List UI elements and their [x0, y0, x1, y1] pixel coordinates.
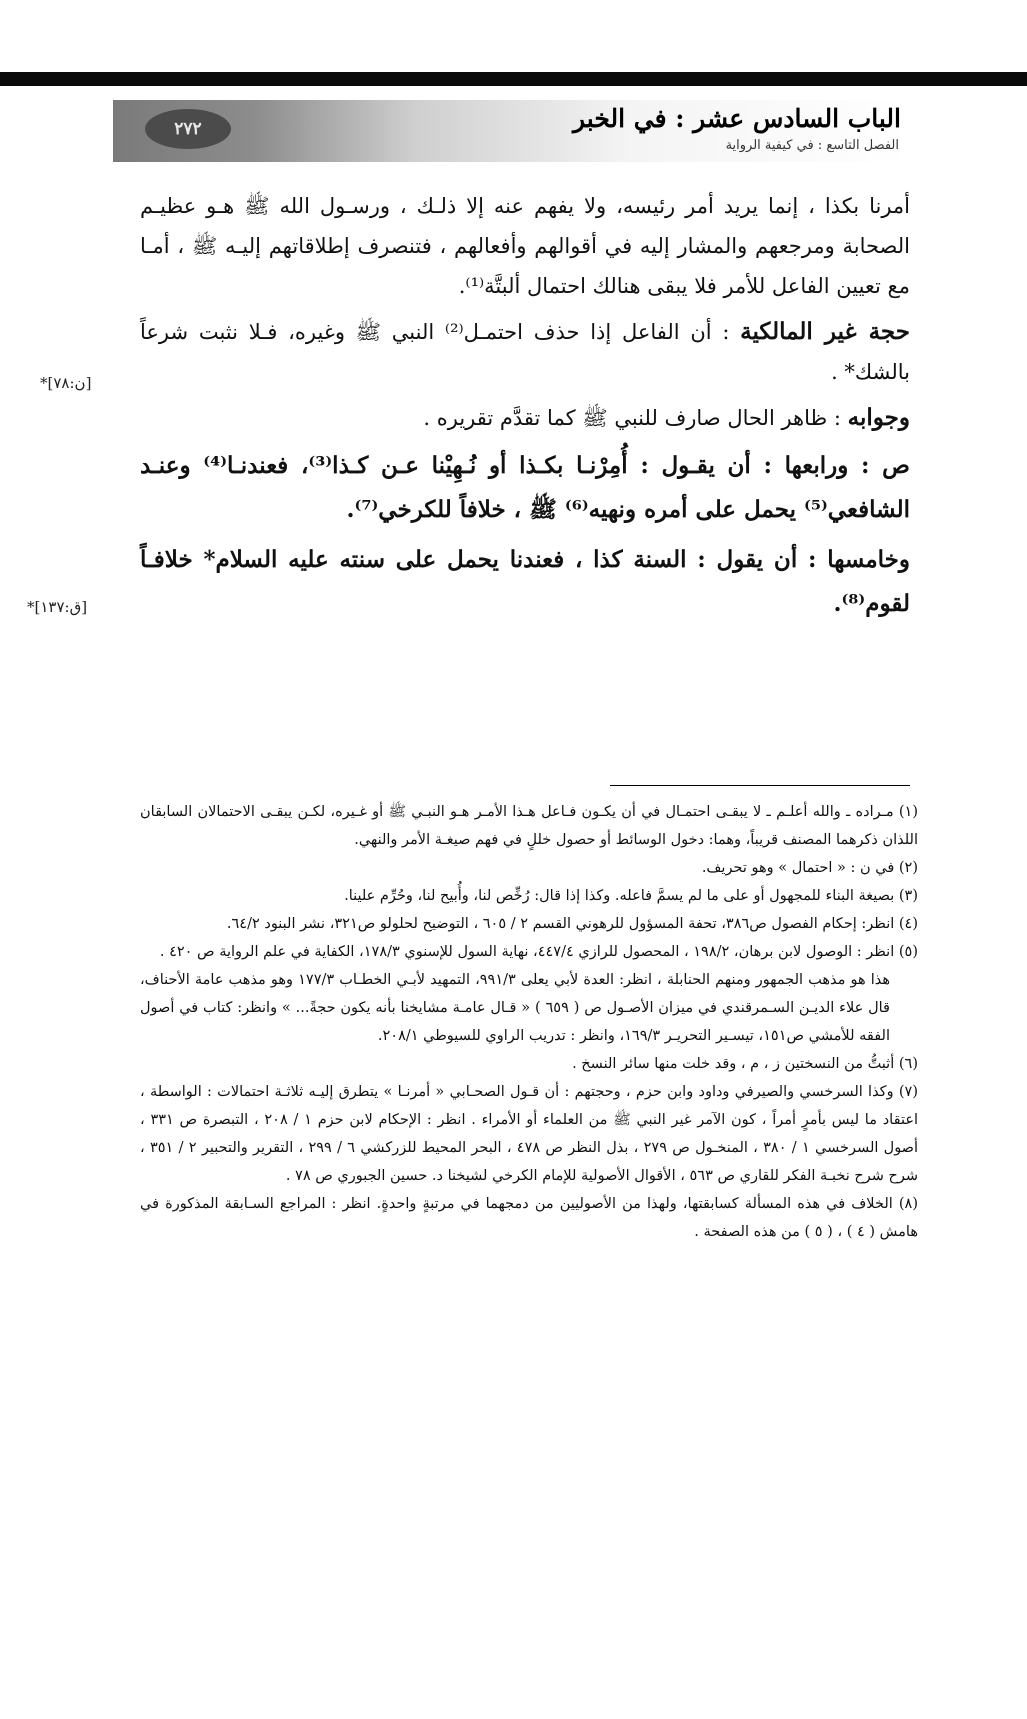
- footnote-7: (٧) وكذا السرخسي والصيرفي وداود وابن حزم ، وحجتهم : أن قـول الصحـابي « أمرنـا » يتطرق إليـه ثلاثـة احتمالات : الواسطة ، اعتقاد ما ليس بأمرٍ أمراً ، كون الآمر غير النبي ﷺ من العلماء أو الأمراء . انظر : الإحكام لابن حزم ١ / ٢٠٨ ، التبصرة ص ٣٣١ ، أصول السرخسي ١ / ٣٨٠ ، المنخـول ص ٢٧٩ ، بذل النظر ص ٤٧٨ ، البحر المحيط للزركشي ٦ / ٢٩٩ ، التقرير والتحبير ٢ / ٣٥١ ، شرح شرح نخبـة الفكر للقاري ص ٥٦٣ ، الأقوال الأصولية للإمام الكرخي لشيخنا د. حسين الجبوري ص ٧٨ .: [140, 1084, 919, 1184]
- paragraph-2-heading: حجة غير المالكية: [740, 318, 910, 345]
- page-number: ٢٧٢: [174, 119, 202, 139]
- footnote-5: (٥) انظر : الوصول لابن برهان، ١٩٨/٢ ، المحصول للرازي ٤٤٧/٤، نهاية السول للإسنوي ١٧٨/٣، الكفاية في علم الرواية ص ٤٢٠ .: [159, 944, 918, 960]
- footnote-3: (٣) بصيغة البناء للمجهول أو على ما لم يسمَّ فاعله. وكذا إذا قال: رُخِّص لنا، وأُبيح لنا، وحُرِّم علينا.: [344, 888, 918, 904]
- paragraph-3-text: : ظاهر الحال صارف للنبي ﷺ كما تقدَّم تقريره .: [423, 406, 848, 430]
- paragraph-3: [140, 398, 910, 438]
- footnote-separator: [610, 785, 910, 786]
- top-rule-bar: [0, 72, 1027, 86]
- margin-note-manuscript-q: *[ق:١٣٧]: [27, 598, 88, 616]
- footnotes: [140, 798, 918, 1246]
- footnote-4: (٤) انظر: إحكام الفصول ص٣٨٦، تحفة المسؤول للرهوني القسم ٢ / ٦٠٥ ، التوضيح لحلولو ص٣٢١، نشر البنود ٦٤/٢.: [226, 916, 918, 932]
- footnote-1: (١) مـراده ـ والله أعلـم ـ لا يبقـى احتمـال في أن يكـون فـاعل هـذا الأمـر هـو النبـي ﷺ أو غـيره، لكـن يبقـى الاحتمالان السابقان اللذان ذكرهما المصنف قريباً، وهما: دخول الوسائط أو حصول خللٍ في فهم صيغـة الأمر والنهي.: [140, 804, 918, 848]
- page-number-badge: [145, 109, 231, 149]
- chapter-title: الباب السادس عشر : في الخبر: [573, 104, 901, 133]
- paragraph-4: ص : ورابعها : أن يقـول : أُمِرْنـا بكـذا أو نُـهِيْنا عـن كـذا⁽³⁾، فعندنـا⁽⁴⁾ وعنـد الشافعي⁽⁵⁾ يحمل على أمره ونهيه⁽⁶⁾ ﷺ ، خلافاً للكرخي⁽⁷⁾.: [140, 452, 910, 523]
- paragraph-2-text: : أن الفاعل إذا حذف احتمـل⁽²⁾ النبي ﷺ وغيره، فـلا نثبت شرعاً بالشك* .: [140, 320, 910, 384]
- footnote-6: (٦) أثبتُّ من النسختين ز ، م ، وقد خلت منها سائر النسخ .: [572, 1056, 918, 1072]
- footnote-5-continuation: هذا هو مذهب الجمهور ومنهم الحنابلة ، انظر: العدة لأبي يعلى ٩٩١/٣، التمهيد لأبـي الخطـاب ١٧٧/٣ وهو مذهب عامة الأحناف، قال علاء الديـن السـمرقندي في ميزان الأصـول ص ( ٦٥٩ ) « قـال عامـة مشايخنا بأنه يكون حجةً... » وانظر: كتاب في أصول الفقه للأمشي ص١٥١، تيسـير التحريـر ١٦٩/٣، وانظر : تدريب الراوي للسيوطي ٢٠٨/١.: [140, 972, 891, 1044]
- margin-note-manuscript-n: *[ن:٧٨]: [40, 374, 92, 392]
- running-header: [113, 100, 909, 162]
- footnote-8: (٨) الخلاف في هذه المسألة كسابقتها، ولهذا من الأصوليين من دمجهما في مرتبةٍ واحدةٍ. انظر : المراجع السـابقة المذكورة في هامش ( ٤ ) ، ( ٥ ) من هذه الصفحة .: [140, 1196, 918, 1240]
- paragraph-5: وخامسها : أن يقول : السنة كذا ، فعندنا يحمل على سنته عليه السلام* خلافـاً لقوم⁽⁸⁾.: [140, 546, 910, 617]
- footnote-2: (٢) في ن : « احتمال » وهو تحريف.: [701, 860, 918, 876]
- paragraph-3-heading: وجوابه: [847, 404, 910, 431]
- main-text: [140, 186, 910, 632]
- paragraph-2: [140, 312, 910, 392]
- paragraph-1: أمرنا بكذا ، إنما يريد أمر رئيسه، ولا يفهم عنه إلا ذلـك ، ورسـول الله ﷺ هـو عظيـم الصحابة ومرجعهم والمشار إليه في أقوالهم وأفعالهم ، فتنصرف إطلاقاتهم إليـه ﷺ ، أمـا مع تعيين الفاعل للأمر فلا يبقى هنالك احتمال ألبتَّة⁽¹⁾.: [140, 194, 910, 298]
- section-subtitle: الفصل التاسع : في كيفية الرواية: [725, 138, 899, 153]
